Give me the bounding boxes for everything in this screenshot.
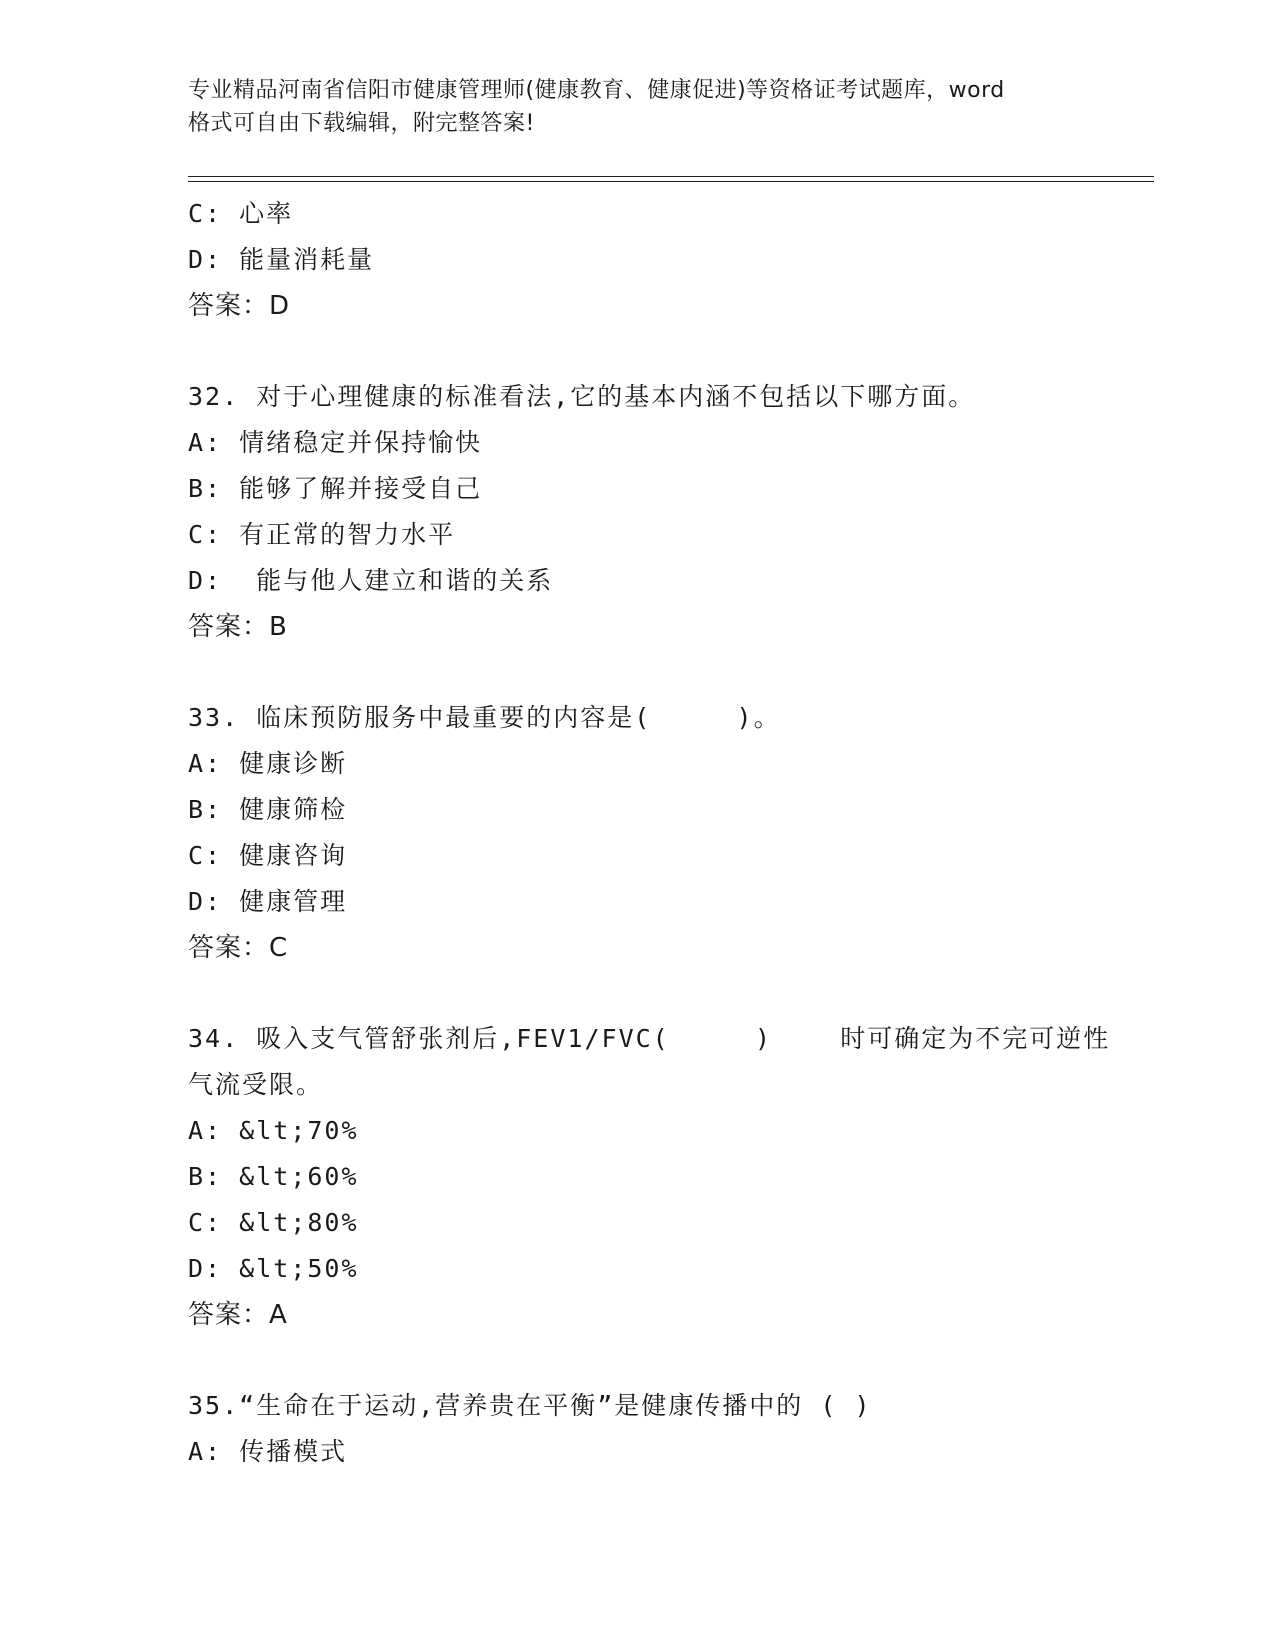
option-b: B: 健康筛检 [188, 795, 348, 824]
question-text-line-1: 34. 吸入支气管舒张剂后,FEV1/FVC( ) 时可确定为不完可逆性 [188, 1024, 1111, 1053]
answer-label: 答案：B [188, 612, 288, 642]
option-c: C: 健康咨询 [188, 841, 348, 870]
question-34 [188, 1016, 1128, 1338]
answer-label: 答案：C [188, 933, 289, 963]
question-31-continued [188, 191, 1128, 329]
header-divider-bottom [188, 181, 1154, 182]
option-c: C: 心率 [188, 199, 294, 228]
option-a: A: 传播模式 [188, 1437, 348, 1466]
answer-label: 答案：A [188, 1300, 288, 1330]
question-33 [188, 695, 1128, 971]
question-text: 33. 临床预防服务中最重要的内容是( )。 [188, 703, 781, 732]
option-c: C: &lt;80% [188, 1208, 359, 1237]
document-header [188, 74, 1088, 140]
option-a: A: 健康诊断 [188, 749, 348, 778]
question-text: 35.“生命在于运动,营养贵在平衡”是健康传播中的 ( ) [188, 1391, 872, 1420]
option-d: D: &lt;50% [188, 1254, 359, 1283]
option-d: D: 能量消耗量 [188, 245, 375, 274]
option-a: A: &lt;70% [188, 1116, 359, 1145]
header-line-2: 格式可自由下载编辑，附完整答案! [188, 111, 535, 136]
question-text: 32. 对于心理健康的标准看法,它的基本内涵不包括以下哪方面。 [188, 382, 976, 411]
option-b: B: &lt;60% [188, 1162, 359, 1191]
option-a: A: 情绪稳定并保持愉快 [188, 428, 483, 457]
header-line-1: 专业精品河南省信阳市健康管理师(健康教育、健康促进)等资格证考试题库，word [188, 78, 1005, 103]
question-text-line-2: 气流受限。 [188, 1070, 324, 1099]
question-35 [188, 1383, 1128, 1475]
option-b: B: 能够了解并接受自己 [188, 474, 483, 503]
option-c: C: 有正常的智力水平 [188, 520, 456, 549]
option-d: D: 健康管理 [188, 887, 348, 916]
question-list [188, 191, 1128, 1475]
answer-label: 答案：D [188, 291, 291, 321]
option-d: D: 能与他人建立和谐的关系 [188, 566, 554, 595]
question-32 [188, 374, 1128, 650]
header-divider-top [188, 176, 1154, 177]
